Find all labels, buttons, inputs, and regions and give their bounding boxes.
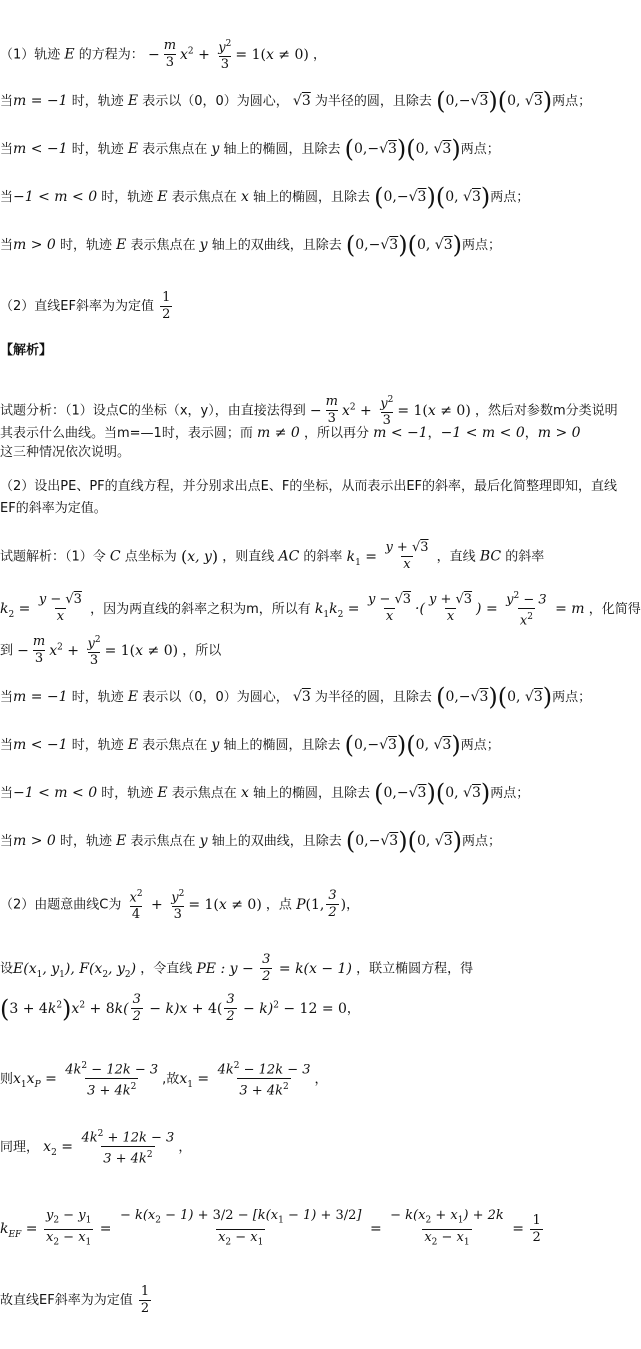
text: ，因为两直线的斜率之积为m，所以有 [90,601,311,617]
text: ，直线 [436,549,476,565]
math: m > 0 [13,237,56,253]
part2-line-6: $k_{EF}$ = $\frac{y_2 - y_1}{x_2 - x_1}$ = $\frac{- k(x_2 - 1) + 3/2 - [k(x_1 - 1) + 3/2]}{x_2 - x_1}$ = $\frac{- k(x_2 + x_1) + 2k}{x_2 - x_1}$ = $\frac{1}{2}$ [0,1208,545,1250]
text: 轴上的双曲线，且除去 [211,238,342,253]
math: E [64,46,75,63]
text: ，化简得 [588,601,641,617]
text: 表示焦点在 [171,190,237,205]
eq-line-1: （1）轨迹 E 的方程为： − $\frac{m}{3}$ $x^2$ + $\frac{y^2}{3}$ = 1(x ≠ 0) ， [0,38,327,73]
solution-line-1: 试题解析：（1）令 C 点坐标为 (x, y) ，则直线 AC 的斜率 $k_1$ = $\frac{y + √3}{x}$ ，直线 BC 的斜率 [0,540,545,572]
text: 则 [0,1071,14,1087]
math: m = −1 [13,93,68,109]
text: ，则直线 [222,549,275,565]
text: 轴上的椭圆，且除去 [223,142,341,157]
case-line-1: 当m = −1 时，轨迹 E 表示以（0，0）为圆心， √3 为半径的圆，且除去 (0,−√3)(0, √3)两点； [0,87,592,115]
case-line-3: 当−1 < m < 0 时，轨迹 E 表示焦点在 x 轴上的椭圆，且除去 (0,−√3)(0, √3)两点； [0,183,530,211]
text: 时，轨迹 [71,94,124,109]
math: m < −1 [13,141,68,157]
solution-line-3: 到 − $\frac{m}{3}$ $x^2$ + $\frac{y^2}{3}$ = 1(x ≠ 0) ，所以 [0,634,222,669]
text: 其表示什么曲线。当m=—1时，表示圆；而 [0,426,253,441]
text: 这三种情况依次说明。 [0,445,131,460]
text: ，点 [265,897,292,913]
text: ，所以 [182,643,222,659]
text: 故 [166,1071,180,1087]
section-title [0,342,52,360]
case-line-b2: 当m < −1 时，轨迹 E 表示焦点在 y 轴上的椭圆，且除去 (0,−√3)(0, √3)两点； [0,731,500,759]
text: 表示以（0，0）为圆心， [142,94,289,109]
text: 为半径的圆，且除去 [314,94,432,109]
text: 轴上的椭圆，且除去 [252,190,370,205]
part2-line-5: 同理， $x_2$ = $\frac{4k^2 + 12k - 3}{3 + 4k^2}$ ， [0,1129,192,1167]
text: 试题分析：（1）设点C的坐标（x，y），由直接法得到 [0,403,306,419]
text: 的斜率 [505,549,545,565]
text: （2）由题意曲线C为 [0,897,122,913]
text: 故直线EF斜率为为定值 [0,1293,133,1308]
solution-line-2: $k_2$ = $\frac{y - √3}{x}$ ，因为两直线的斜率之积为m，所以有 $k_1k_2$ = $\frac{y - √3}{x}$ ·( $\frac{y + √3}{x}$ ) = $\frac{y^2 - 3}{x^2}$ = m ，化简得 [0,591,641,629]
text: 同理， [0,1139,40,1155]
math: − $\frac{m}{3}$ $x^2$ + $\frac{y^2}{3}$ = 1(x ≠ 0) [147,38,309,73]
answer-2: （2）直线EF斜率为为定值 $\frac{1}{2}$ [0,290,171,322]
case-line-2: 当m < −1 时，轨迹 E 表示焦点在 y 轴上的椭圆，且除去 (0,−√3)(0, √3)两点； [0,135,500,163]
analysis-line-2: 其表示什么曲线。当m=—1时，表示圆；而 m ≠ 0 ，所以再分 m < −1，−1 < m < 0，m > 0 [0,425,581,441]
part2-line-4: 则$x_1x_P$ = $\frac{4k^2 - 12k - 3}{3 + 4k^2}$ ,故$x_1$ = $\frac{4k^2 - 12k - 3}{3 + 4k^2}$ ， [0,1061,328,1099]
case-line-4: 当m > 0 时，轨迹 E 表示焦点在 y 轴上的双曲线，且除去 (0,−√3)(0, √3)两点； [0,231,501,259]
text: ，所以再分 [303,426,369,441]
math: −1 < m < 0 [13,189,98,205]
text: 的方程为： [78,47,144,63]
text: ，令直线 [140,961,193,977]
text: ，联立椭圆方程，得 [356,961,474,977]
text: 点坐标为 [124,549,177,565]
text: 当 [0,94,14,109]
text: 试题解析：（1）令 [0,549,106,565]
analysis-line-3 [0,444,130,462]
analysis-part2: （2）设出PE、PF的直线方程，并分别求出点E、F的坐标，从而表示出EF的斜率，最后化简整理即知，直线EF的斜率为定值。 [0,479,618,516]
text: 表示焦点在 [142,142,208,157]
text: ，然后对参数m分类说明 [474,403,618,419]
analysis-line-1: 试题分析：（1）设点C的坐标（x，y），由直接法得到 − $\frac{m}{3}$ $x^2$ + $\frac{y^2}{3}$ = 1(x ≠ 0) ，然后对参数m分类说明 [0,394,618,429]
text: 时，轨迹 [71,142,124,157]
text: （1）轨迹 [0,47,61,63]
text: 的斜率 [303,549,343,565]
final-line: 故直线EF斜率为为定值 $\frac{1}{2}$ [0,1284,150,1316]
text: 两点； [552,94,592,109]
text: 到 [0,643,14,659]
text: （2）直线EF斜率为为定值 [0,299,154,314]
case-line-b4: 当m > 0 时，轨迹 E 表示焦点在 y 轴上的双曲线，且除去 (0,−√3)(0, √3)两点； [0,827,501,855]
part2-line-3: $(3 + 4k^2)x^2 + 8k$( $\frac{3}{2}$ − k)x + 4( $\frac{3}{2}$ − k)$^2$ − 12 = 0， [0,992,360,1024]
case-line-b1: 当m = −1 时，轨迹 E 表示以（0，0）为圆心， √3 为半径的圆，且除去 (0,−√3)(0, √3)两点； [0,683,592,711]
jiexi-heading: 【解析】 [0,343,53,358]
part2-line-2: 设$E(x_1$, $y_1$), $F(x_2$, $y_2$) ，令直线 PE : y − $\frac{3}{2}$ = k(x − 1) ，联立椭圆方程，得 [0,952,474,984]
part2-line-1: （2）由题意曲线C为 $\frac{x^2}{4}$ + $\frac{y^2}{3}$ = 1(x ≠ 0) ，点 P(1, $\frac{3}{2}$ )， [0,888,360,923]
case-line-b3: 当−1 < m < 0 时，轨迹 E 表示焦点在 x 轴上的椭圆，且除去 (0,−√3)(0, √3)两点； [0,779,530,807]
text: 设 [0,961,14,977]
